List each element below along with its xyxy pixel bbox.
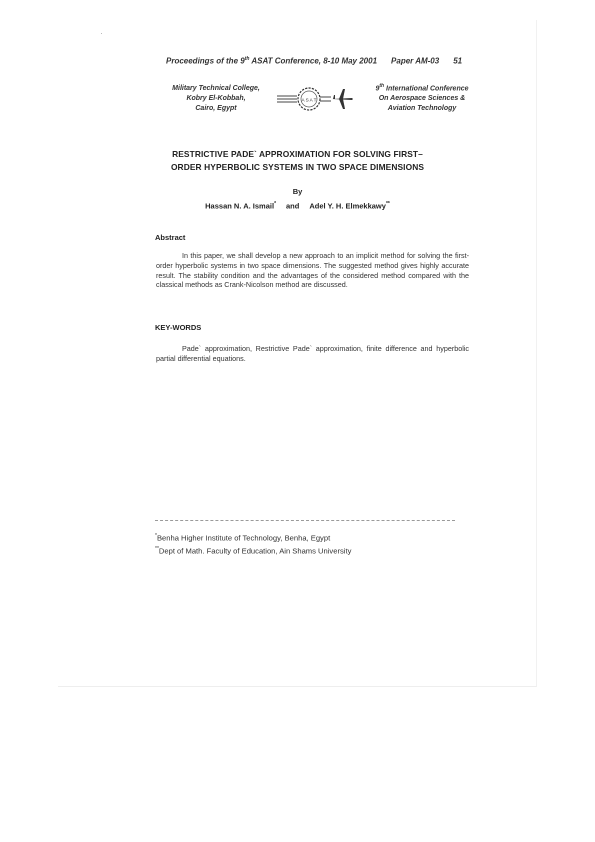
footnote-1 (155, 531, 351, 544)
footnote-1-mark: * (155, 533, 157, 539)
footnote-2-text: Dept of Math. Faculty of Education, Ain Shams University (158, 546, 352, 556)
footnotes (155, 531, 351, 557)
keywords-body: Pade` approximation, Restrictive Pade` approximation, finite difference and hyperbolic partial differential equations. (156, 344, 469, 363)
paper-title (140, 148, 455, 174)
institution-right-line2: On Aerospace Sciences & (378, 95, 466, 103)
abstract-body: In this paper, we shall develop a new approach to an implicit method for solving the first-order hyperbolic systems in two space dimensions. The suggested method gives highly accurate result. The stability condition and the advantages of the considered method compared with the classical methods as Crank-Nicolson method are discussed. (156, 251, 469, 290)
footnote-2-mark: ** (155, 546, 159, 553)
institution-right (362, 81, 482, 114)
conference-number: 9 (375, 85, 380, 93)
conference-name-suffix: ASAT Conference, 8-10 May 2001 (249, 56, 378, 66)
abstract-heading: Abstract (155, 233, 186, 242)
institution-left-line2: Kobry El-Kobbah, (186, 95, 246, 102)
footnote-rule (155, 520, 455, 521)
author-1: Hassan N. A. Ismail (205, 201, 275, 211)
keywords-heading: KEY-WORDS (155, 323, 202, 332)
footnote-1-text: Benha Higher Institute of Technology, Benha, Egypt (156, 533, 331, 543)
by-label: By (292, 187, 303, 196)
conference-ordinal: th (244, 56, 250, 62)
footnote-2 (155, 544, 351, 557)
institution-right-line3: Aviation Technology (387, 105, 457, 113)
institution-left-line1: Military Technical College, (172, 85, 260, 92)
running-head (166, 56, 462, 66)
institution-right-line1 (362, 81, 482, 94)
author-line (140, 201, 455, 211)
author-conjunction: and (286, 201, 300, 211)
page-number: 51 (453, 56, 463, 66)
conference-number-ordinal: th (379, 83, 385, 89)
paper-title-line1: RESTRICTIVE PADE` APPROXIMATION FOR SOLVING FIRST– (172, 149, 423, 159)
conference-title: International Conference (384, 85, 469, 93)
author-2: Adel Y. H. Elmekkawy (309, 201, 386, 211)
asat-logo (275, 85, 355, 115)
institution-left-line3: Cairo, Egypt (195, 105, 237, 112)
logo-text: A S A T (301, 97, 317, 103)
institution-left (160, 84, 272, 114)
author-2-mark: ** (385, 201, 390, 207)
conference-name-prefix: Proceedings of the 9 (166, 56, 245, 66)
author-1-mark: * (274, 201, 277, 207)
paper-title-line2: ORDER HYPERBOLIC SYSTEMS IN TWO SPACE DIMENSIONS (170, 162, 425, 172)
scan-speck (101, 33, 102, 34)
paper-id: Paper AM-03 (391, 56, 440, 66)
